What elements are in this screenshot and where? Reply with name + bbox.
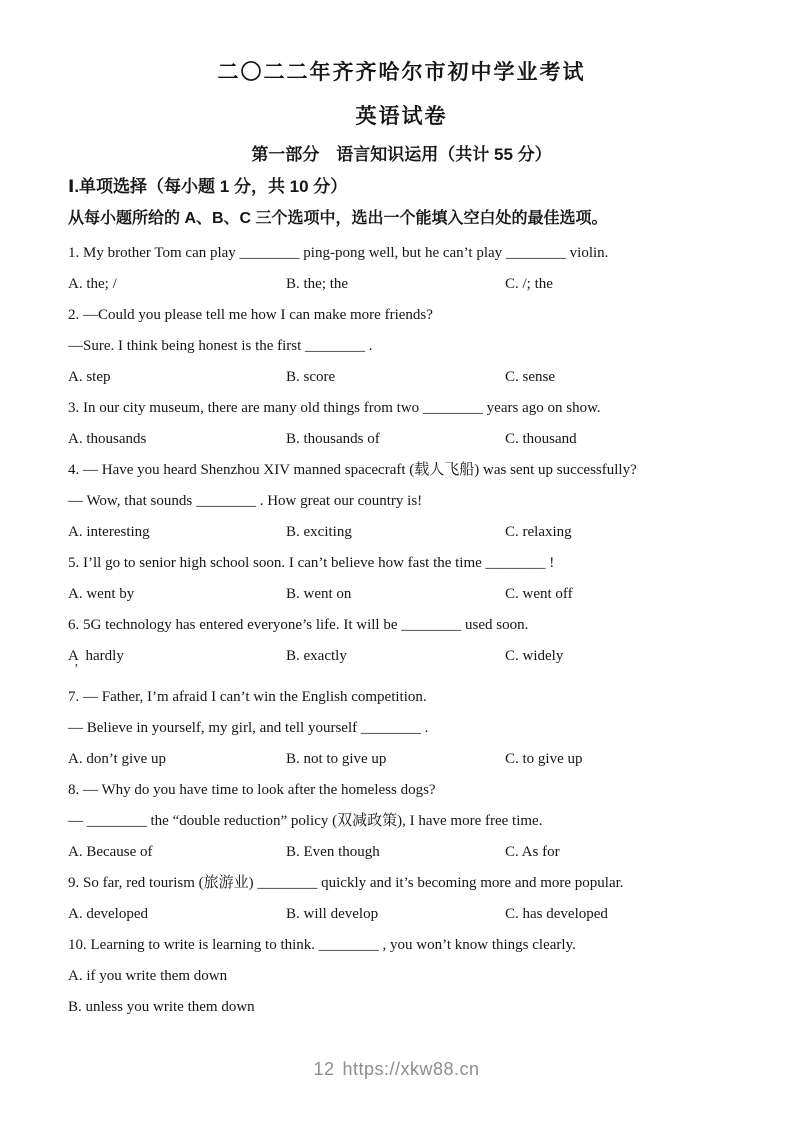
question-3-option-a: A. thousands [68, 431, 147, 447]
question-7-option-c: C. to give up [505, 751, 583, 767]
question-1-stem: 1. My brother Tom can play ________ ping-pong well, but he can’t play ________ violin. [68, 245, 609, 261]
question-2-option-c: C. sense [505, 369, 555, 385]
question-8-option-c: C. As for [505, 844, 560, 860]
question-5-option-c: C. went off [505, 586, 573, 602]
instructions: 从每小题所给的 A、B、C 三个选项中，选出一个能填入空白处的最佳选项。 [68, 210, 608, 227]
question-1-option-c: C. /; the [505, 276, 553, 292]
question-5-options [68, 579, 735, 610]
question-8-options [68, 837, 735, 868]
question-2-options [68, 362, 735, 393]
page-number: 12 [313, 1059, 335, 1079]
question-10-option-a: A. if you write them down [68, 968, 228, 984]
watermark-url: https://xkw88.cn [342, 1059, 480, 1079]
question-6-option-b: B. exactly [286, 648, 347, 664]
question-7 [68, 682, 735, 775]
question-10-stem: 10. Learning to write is learning to think. ________ , you won’t know things clearly. [68, 937, 576, 953]
question-4 [68, 455, 735, 548]
question-9-stem: 9. So far, red tourism (旅游业) ________ quickly and it’s becoming more and more popular. [68, 875, 624, 891]
question-4-option-c: C. relaxing [505, 524, 572, 540]
question-2 [68, 300, 735, 393]
question-10-option-b: B. unless you write them down [68, 999, 255, 1015]
question-4-stem-reply: — Wow, that sounds ________ . How great our country is! [68, 493, 423, 509]
question-9 [68, 868, 735, 930]
question-6 [68, 610, 735, 672]
question-1-option-b: B. the; the [286, 276, 349, 292]
scan-artifact-mark: ’ [74, 662, 79, 677]
exam-title: 二〇二二年齐齐哈尔市初中学业考试 [217, 61, 586, 84]
question-1 [68, 238, 735, 300]
question-9-option-b: B. will develop [286, 906, 379, 922]
question-9-option-a: A. developed [68, 906, 148, 922]
question-1-option-a: A. the; / [68, 276, 117, 292]
question-5 [68, 548, 735, 610]
section-heading: 第一部分 语言知识运用（共计 55 分） [251, 145, 552, 164]
question-9-options [68, 899, 735, 930]
question-3-stem: 3. In our city museum, there are many old things from two ________ years ago on show. [68, 400, 601, 416]
question-3 [68, 393, 735, 455]
question-2-option-b: B. score [286, 369, 336, 385]
part-heading: Ⅰ.单项选择（每小题 1 分，共 10 分） [68, 177, 348, 196]
question-4-options [68, 517, 735, 548]
question-8 [68, 775, 735, 868]
question-8-option-b: B. Even though [286, 844, 380, 860]
page-footer [0, 1057, 793, 1081]
question-7-options [68, 744, 735, 775]
question-8-stem: 8. — Why do you have time to look after the homeless dogs? [68, 782, 436, 798]
question-5-option-b: B. went on [286, 586, 352, 602]
question-7-option-b: B. not to give up [286, 751, 387, 767]
question-8-stem-reply: — ________ the “double reduction” policy (双减政策), I have more free time. [68, 813, 543, 829]
question-4-option-a: A. interesting [68, 524, 150, 540]
question-2-stem: 2. —Could you please tell me how I can make more friends? [68, 307, 433, 323]
question-7-option-a: A. don’t give up [68, 751, 167, 767]
paper-title: 英语试卷 [355, 105, 448, 128]
question-5-stem: 5. I’ll go to senior high school soon. I can’t believe how fast the time ________ ! [68, 555, 555, 571]
question-4-stem: 4. — Have you heard Shenzhou XIV manned spacecraft (载人飞船) was sent up successfully? [68, 462, 637, 478]
question-2-stem-reply: —Sure. I think being honest is the first ________ . [68, 338, 373, 354]
question-1-options [68, 269, 735, 300]
question-4-option-b: B. exciting [286, 524, 352, 540]
question-9-option-c: C. has developed [505, 906, 608, 922]
question-8-option-a: A. Because of [68, 844, 153, 860]
question-2-option-a: A. step [68, 369, 111, 385]
question-7-stem-reply: — Believe in yourself, my girl, and tell yourself ________ . [68, 720, 429, 736]
question-10 [68, 930, 735, 1023]
question-6-stem: 6. 5G technology has entered everyone’s life. It will be ________ used soon. [68, 617, 529, 633]
question-6-option-a: A hardly [68, 648, 124, 664]
question-6-option-c: C. widely [505, 648, 564, 664]
question-6-options [68, 641, 735, 672]
question-3-option-c: C. thousand [505, 431, 577, 447]
question-7-stem: 7. — Father, I’m afraid I can’t win the English competition. [68, 689, 427, 705]
question-3-option-b: B. thousands of [286, 431, 380, 447]
question-3-options [68, 424, 735, 455]
question-5-option-a: A. went by [68, 586, 135, 602]
